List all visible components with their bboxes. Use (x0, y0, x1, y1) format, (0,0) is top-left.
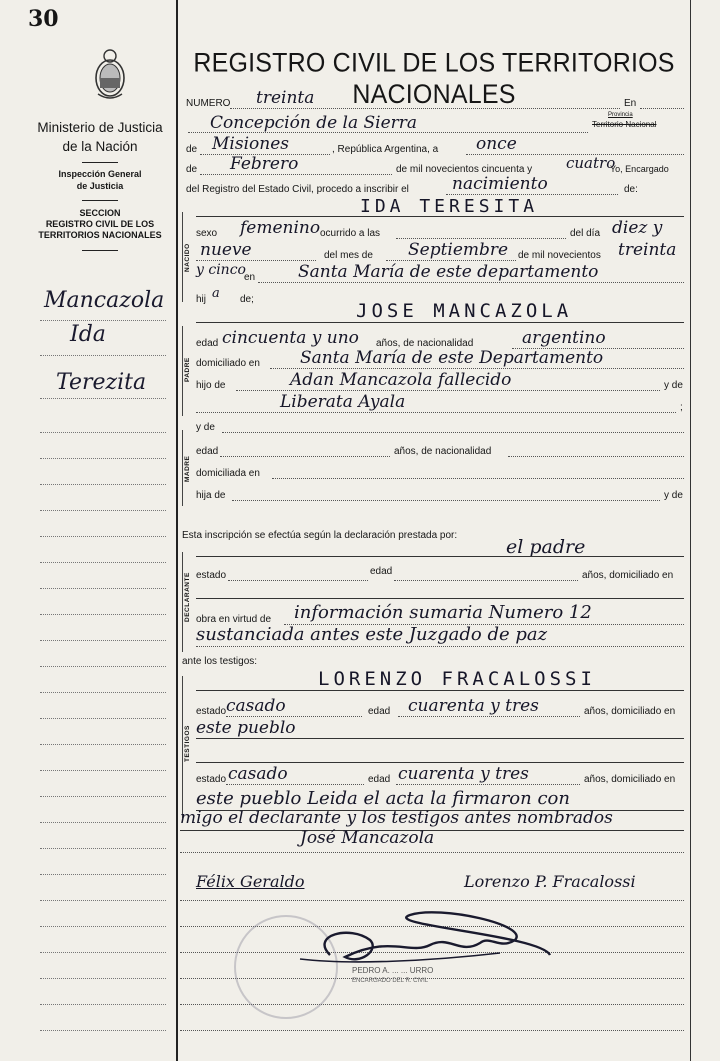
value-lugar-nac: Santa María de este departamento (298, 262, 599, 282)
blank-line (396, 784, 580, 785)
value-t1-estado: casado (226, 696, 286, 716)
blank-line (232, 500, 660, 501)
value-t1-dom: este pueblo (196, 718, 296, 738)
blank-line (196, 646, 684, 647)
section-bar (182, 552, 183, 652)
value-t2-edad: cuarenta y tres (398, 764, 529, 784)
blank-line (196, 322, 684, 323)
blank-line (258, 282, 684, 283)
value-anio-nac2: y cinco (196, 262, 246, 278)
label-anos-dom: años, domiciliado en (582, 570, 674, 581)
blank-line (236, 390, 660, 391)
stamp-name: PEDRO A. ... ... URRO (352, 966, 434, 975)
label-edad2: edad (196, 446, 219, 457)
label-domiciliado: domiciliado en (196, 358, 260, 369)
inspection-line2: de Justicia (76, 181, 124, 191)
label-en2: en (244, 272, 256, 283)
label-numero: NUMERO (186, 98, 231, 109)
section-line1: SECCION (79, 208, 121, 218)
value-padre: JOSE MANCAZOLA (356, 300, 573, 322)
ministry-line2: de la Nación (62, 139, 138, 154)
value-padre-edad: cincuenta y uno (222, 328, 359, 348)
blank-line (196, 690, 684, 691)
divider (82, 250, 118, 251)
ministry-line1: Ministerio de Justicia (37, 120, 163, 135)
label-provincia: Provincia (608, 112, 633, 118)
value-padre-dom: Santa María de este Departamento (300, 348, 604, 368)
value-inscribir: nacimiento (452, 174, 548, 194)
blank-line (196, 762, 684, 763)
value-dia: once (476, 134, 517, 154)
blank-line (196, 260, 316, 261)
label-de3: de; (240, 294, 254, 305)
side-label-madre: MADRE (184, 455, 191, 482)
label-del-dia: del día (570, 228, 601, 239)
blank-line (446, 194, 618, 195)
label-mil-cincuenta: de mil novecientos cincuenta y (396, 164, 533, 175)
label-edad3: edad (370, 566, 393, 577)
inspection-name (30, 168, 170, 192)
margin-firstname: Ida (70, 322, 106, 347)
label-hij: hij (196, 294, 207, 305)
blank-line (386, 260, 516, 261)
label-estado: estado (196, 570, 227, 581)
signature-declarante: José Mancazola (300, 828, 435, 848)
value-t2-estado: casado (228, 764, 288, 784)
label-testigos: ante los testigos: (182, 656, 258, 667)
divider (82, 200, 118, 201)
label-semicolon: ; (680, 402, 683, 413)
stamp-role: ENCARGADO DEL R. CIVIL (352, 978, 429, 984)
blank-line (640, 108, 684, 109)
value-padre-padre: Adan Mancazola fallecido (290, 370, 512, 390)
blank-line (272, 478, 684, 479)
value-padre-madre: Liberata Ayala (280, 392, 406, 412)
label-estado2: estado (196, 706, 227, 717)
blank-line (270, 368, 684, 369)
value-nombre: IDA TERESITA (360, 196, 539, 217)
section-line3: TERRITORIOS NACIONALES (38, 230, 162, 240)
side-label-padre: PADRE (184, 357, 191, 382)
label-registro: del Registro del Estado Civil, procedo a inscribir el (186, 184, 409, 195)
blank-line (394, 580, 578, 581)
value-mes-nac: Septiembre (408, 240, 509, 260)
blank-line (196, 412, 676, 413)
section-name (30, 208, 170, 241)
blank-line (180, 1030, 684, 1031)
value-t2-dom: este pueblo Leida el acta la firmaron con (196, 788, 570, 809)
blank-line (226, 784, 364, 785)
value-cierre: migo el declarante y los testigos antes nombrados (180, 808, 613, 828)
label-de: de (186, 144, 198, 155)
blank-line (398, 716, 580, 717)
value-t1-edad: cuarenta y tres (408, 696, 539, 716)
blank-line (508, 456, 684, 457)
label-edad5: edad (368, 774, 391, 785)
label-anos-dom3: años, domiciliado en (584, 774, 676, 785)
value-anio: cuatro (566, 154, 616, 172)
blank-line (188, 132, 588, 133)
blank-line (200, 174, 392, 175)
form-title: REGISTRO CIVIL DE LOS TERRITORIOS NACIONALES (193, 47, 675, 110)
margin-secondname: Terezita (56, 370, 147, 395)
label-domiciliada: domiciliada en (196, 468, 260, 479)
label-y-de: y de (664, 380, 683, 391)
label-del-mes: del mes de (324, 250, 373, 261)
label-edad: edad (196, 338, 219, 349)
value-mes: Febrero (230, 154, 299, 174)
label-anos-nac2: años, de nacionalidad (394, 446, 492, 457)
label-en: En (624, 98, 637, 109)
side-label-nacido: NACIDO (184, 243, 191, 272)
value-obra: información sumaria Numero 12 (294, 602, 592, 623)
label-anos-nac: años, de nacionalidad (376, 338, 474, 349)
label-de2: de (186, 164, 198, 175)
argentine-crest-icon (92, 46, 128, 100)
label-sexo: sexo (196, 228, 218, 239)
value-padre-nac: argentino (522, 328, 606, 348)
blank-line (226, 716, 362, 717)
signature-encargado-icon (290, 895, 570, 995)
section-bar (182, 326, 183, 416)
value-numero: treinta (256, 88, 315, 108)
label-territorio: Territorio Nacional (592, 120, 657, 129)
blank-line (196, 738, 684, 739)
label-obra: obra en virtud de (196, 614, 272, 625)
section-bar (182, 676, 183, 818)
section-bar (182, 212, 183, 302)
ministry-name (30, 118, 170, 156)
column-divider (176, 0, 178, 1061)
blank-line (196, 216, 684, 217)
value-testigo1: LORENZO FRACALOSSI (318, 668, 596, 690)
side-label-testigos: TESTIGOS (184, 725, 191, 762)
section-line2: REGISTRO CIVIL DE LOS (45, 219, 155, 229)
section-bar (182, 430, 183, 506)
value-obra2: sustanciada antes este Juzgado de paz (196, 624, 548, 645)
label-inscripcion: Esta inscripción se efectúa según la declaración prestada por: (182, 530, 458, 541)
blank-line (220, 456, 390, 457)
value-territorio: Misiones (212, 134, 289, 154)
right-border (690, 0, 691, 1061)
value-dia-nac2: nueve (200, 240, 252, 260)
label-yo: Yo, Encargado (610, 164, 669, 174)
value-sexo: femenino (240, 218, 321, 238)
label-mil-nov: de mil novecientos (518, 250, 601, 261)
blank-line (196, 556, 684, 557)
blank-line (196, 598, 684, 599)
label-hija-de: hija de (196, 490, 226, 501)
label-estado3: estado (196, 774, 227, 785)
value-lugar: Concepción de la Sierra (210, 113, 418, 133)
margin-surname: Mancazola (44, 288, 165, 313)
inspection-line1: Inspección General (58, 169, 142, 179)
blank-line (228, 580, 368, 581)
blank-line (230, 108, 620, 109)
blank-line (180, 852, 684, 853)
label-y-de2: y de (196, 422, 215, 433)
value-anio-nac: treinta (618, 240, 677, 260)
label-hijo-de: hijo de (196, 380, 226, 391)
label-ocurrido: ocurrido a las (320, 228, 381, 239)
value-declarante: el padre (506, 536, 586, 558)
label-de-colon: de: (624, 184, 638, 195)
label-anos-dom2: años, domiciliado en (584, 706, 676, 717)
signature-testigo2: Lorenzo P. Fracalossi (464, 872, 636, 891)
side-label-declarante: DECLARANTE (184, 572, 191, 622)
value-dia-nac: diez y (612, 218, 663, 238)
label-republica: , República Argentina, a (332, 144, 439, 155)
signature-testigo1: Félix Geraldo (196, 872, 305, 891)
value-hij-suffix: a (212, 286, 220, 301)
blank-line (396, 238, 566, 239)
label-y-de3: y de (664, 490, 683, 501)
page-number: 30 (28, 6, 59, 32)
blank-line (222, 432, 684, 433)
label-edad4: edad (368, 706, 391, 717)
divider (82, 162, 118, 163)
